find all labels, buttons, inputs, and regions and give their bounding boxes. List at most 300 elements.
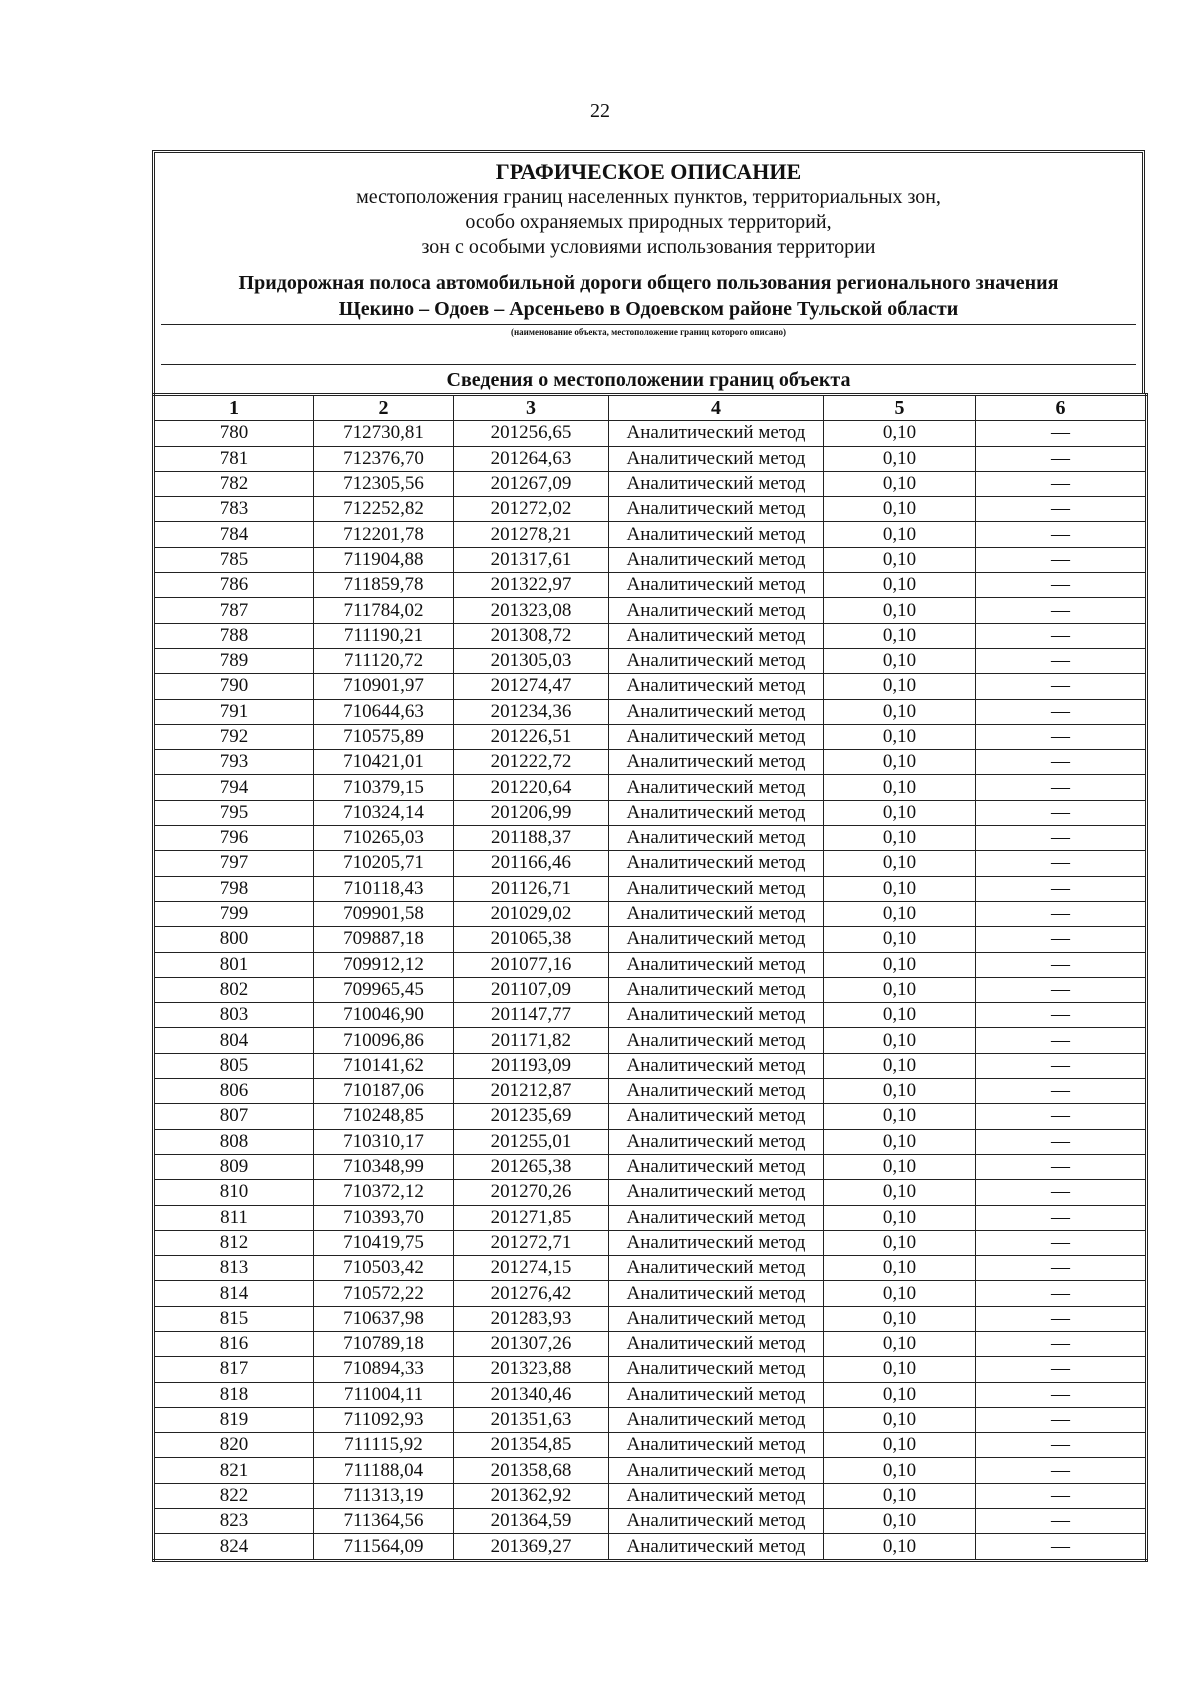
table-row [154,446,1147,471]
table-cell: 712201,78 [314,522,454,547]
table-cell: 0,10 [824,1509,976,1534]
table-row [154,1534,1147,1560]
table-cell: Аналитический метод [609,598,824,623]
table-cell: 800 [154,927,314,952]
table-cell: 201222,72 [454,750,609,775]
table-cell: 0,10 [824,775,976,800]
table-cell: — [976,952,1147,977]
table-row [154,1079,1147,1104]
table-cell: Аналитический метод [609,1129,824,1154]
table-cell: — [976,876,1147,901]
column-header: 1 [154,395,314,421]
table-cell: 711564,09 [314,1534,454,1560]
table-cell: 710789,18 [314,1331,454,1356]
table-cell: Аналитический метод [609,1154,824,1179]
table-row [154,1154,1147,1179]
table-row [154,1104,1147,1129]
table-cell: — [976,775,1147,800]
table-cell: 712376,70 [314,446,454,471]
table-row [154,1256,1147,1281]
table-cell: 201256,65 [454,421,609,446]
table-cell: — [976,1407,1147,1432]
table-cell: 0,10 [824,547,976,572]
table-cell: 201029,02 [454,901,609,926]
table-row [154,800,1147,825]
table-cell: 0,10 [824,1382,976,1407]
table-cell: 790 [154,674,314,699]
table-cell: 0,10 [824,724,976,749]
table-cell: Аналитический метод [609,724,824,749]
table-cell: 201307,26 [454,1331,609,1356]
table-cell: 710046,90 [314,1003,454,1028]
table-cell: 711092,93 [314,1407,454,1432]
table-cell: Аналитический метод [609,522,824,547]
table-cell: 822 [154,1483,314,1508]
table-cell: 783 [154,497,314,522]
table-cell: 811 [154,1205,314,1230]
table-cell: Аналитический метод [609,1104,824,1129]
table-cell: 0,10 [824,750,976,775]
table-cell: 795 [154,800,314,825]
table-cell: 781 [154,446,314,471]
table-cell: — [976,522,1147,547]
table-cell: — [976,1028,1147,1053]
table-cell: Аналитический метод [609,1205,824,1230]
table-row [154,471,1147,496]
table-row [154,421,1147,446]
table-cell: 709965,45 [314,977,454,1002]
table-row [154,1433,1147,1458]
table-cell: Аналитический метод [609,901,824,926]
table-cell: 819 [154,1407,314,1432]
table-cell: Аналитический метод [609,446,824,471]
section-title: Сведения о местоположении границ объекта [161,364,1136,393]
table-cell: 201147,77 [454,1003,609,1028]
table-cell: 818 [154,1382,314,1407]
table-cell: 0,10 [824,1003,976,1028]
table-cell: 0,10 [824,1306,976,1331]
table-cell: Аналитический метод [609,1433,824,1458]
table-cell: 0,10 [824,1028,976,1053]
table-cell: 784 [154,522,314,547]
column-header: 3 [454,395,609,421]
table-row [154,775,1147,800]
table-cell: 0,10 [824,1357,976,1382]
table-cell: — [976,1180,1147,1205]
table-cell: 0,10 [824,800,976,825]
table-cell: 201274,47 [454,674,609,699]
table-cell: — [976,699,1147,724]
table-cell: Аналитический метод [609,851,824,876]
table-cell: 824 [154,1534,314,1560]
table-cell: Аналитический метод [609,1079,824,1104]
table-cell: 201226,51 [454,724,609,749]
table-cell: 0,10 [824,471,976,496]
table-cell: 0,10 [824,674,976,699]
column-header: 6 [976,395,1147,421]
table-row [154,623,1147,648]
table-cell: 201351,63 [454,1407,609,1432]
table-cell: 201340,46 [454,1382,609,1407]
table-cell: 709901,58 [314,901,454,926]
table-cell: Аналитический метод [609,1230,824,1255]
table-cell: 710187,06 [314,1079,454,1104]
table-cell: Аналитический метод [609,800,824,825]
table-cell: 710348,99 [314,1154,454,1179]
table-cell: 0,10 [824,826,976,851]
table-cell: Аналитический метод [609,1306,824,1331]
table-row [154,598,1147,623]
table-cell: 201234,36 [454,699,609,724]
table-cell: 709887,18 [314,927,454,952]
table-cell: 710096,86 [314,1028,454,1053]
object-name-line: Щекино – Одоев – Арсеньево в Одоевском районе Тульской области [338,298,959,320]
table-cell: 802 [154,977,314,1002]
table-row [154,1483,1147,1508]
table-cell: 201126,71 [454,876,609,901]
table-cell: Аналитический метод [609,674,824,699]
table-row [154,1003,1147,1028]
column-header: 4 [609,395,824,421]
table-cell: — [976,648,1147,673]
table-cell: — [976,1534,1147,1560]
table-cell: 201278,21 [454,522,609,547]
table-cell: 711784,02 [314,598,454,623]
table-cell: 0,10 [824,648,976,673]
table-cell: 201362,92 [454,1483,609,1508]
table-cell: Аналитический метод [609,497,824,522]
table-cell: 793 [154,750,314,775]
table-cell: — [976,750,1147,775]
table-cell: 711188,04 [314,1458,454,1483]
table-cell: 710901,97 [314,674,454,699]
table-cell: 801 [154,952,314,977]
table-cell: 815 [154,1306,314,1331]
table-cell: Аналитический метод [609,775,824,800]
table-row [154,1331,1147,1356]
table-cell: Аналитический метод [609,750,824,775]
table-cell: 710265,03 [314,826,454,851]
table-cell: — [976,1458,1147,1483]
table-cell: 201272,02 [454,497,609,522]
table-cell: 201206,99 [454,800,609,825]
table-cell: 798 [154,876,314,901]
table-cell: 201065,38 [454,927,609,952]
table-row [154,522,1147,547]
table-cell: 0,10 [824,1281,976,1306]
table-cell: 710372,12 [314,1180,454,1205]
table-row [154,497,1147,522]
table-cell: 201270,26 [454,1180,609,1205]
table-row [154,1053,1147,1078]
table-cell: Аналитический метод [609,1053,824,1078]
table-cell: 201354,85 [454,1433,609,1458]
table-cell: 806 [154,1079,314,1104]
table-cell: 201322,97 [454,573,609,598]
table-cell: — [976,927,1147,952]
table-cell: 710503,42 [314,1256,454,1281]
object-caption: (наименование объекта, местоположение границ которого описано) [161,324,1136,338]
table-cell: 201267,09 [454,471,609,496]
table-cell: 201276,42 [454,1281,609,1306]
table-cell: 711120,72 [314,648,454,673]
table-cell: 804 [154,1028,314,1053]
table-row [154,826,1147,851]
table-cell: 710118,43 [314,876,454,901]
document-title: ГРАФИЧЕСКОЕ ОПИСАНИЕ [495,159,802,184]
table-cell: 201369,27 [454,1534,609,1560]
table-cell: 786 [154,573,314,598]
table-cell: 780 [154,421,314,446]
table-cell: — [976,1053,1147,1078]
table-cell: — [976,674,1147,699]
table-cell: 808 [154,1129,314,1154]
table-cell: 201272,71 [454,1230,609,1255]
table-cell: — [976,1230,1147,1255]
table-cell: Аналитический метод [609,1028,824,1053]
table-cell: 712730,81 [314,421,454,446]
header-spacer [161,338,1136,364]
table-cell: — [976,1433,1147,1458]
table-cell: Аналитический метод [609,1382,824,1407]
table-cell: 710421,01 [314,750,454,775]
table-cell: 201323,08 [454,598,609,623]
table-cell: — [976,1509,1147,1534]
table-cell: 0,10 [824,1331,976,1356]
table-cell: 0,10 [824,573,976,598]
table-row [154,901,1147,926]
table-cell: 796 [154,826,314,851]
table-cell: — [976,826,1147,851]
table-cell: 710644,63 [314,699,454,724]
table-cell: 0,10 [824,876,976,901]
table-row [154,952,1147,977]
table-cell: 812 [154,1230,314,1255]
table-cell: Аналитический метод [609,1357,824,1382]
table-cell: — [976,471,1147,496]
table-cell: — [976,573,1147,598]
table-cell: 710141,62 [314,1053,454,1078]
table-cell: 710637,98 [314,1306,454,1331]
coordinates-table [152,393,1148,1562]
table-cell: 0,10 [824,1458,976,1483]
table-cell: 0,10 [824,699,976,724]
table-cell: Аналитический метод [609,699,824,724]
table-cell: 820 [154,1433,314,1458]
table-cell: Аналитический метод [609,1281,824,1306]
table-row [154,750,1147,775]
table-cell: 814 [154,1281,314,1306]
table-cell: 201264,63 [454,446,609,471]
table-cell: 710205,71 [314,851,454,876]
table-cell: 0,10 [824,1534,976,1560]
table-cell: Аналитический метод [609,547,824,572]
table-row [154,648,1147,673]
table-cell: 0,10 [824,497,976,522]
table-cell: Аналитический метод [609,876,824,901]
page-number: 22 [590,100,610,122]
table-cell: 201323,88 [454,1357,609,1382]
table-cell: 0,10 [824,1079,976,1104]
table-cell: Аналитический метод [609,573,824,598]
table-cell: 710310,17 [314,1129,454,1154]
table-row [154,1357,1147,1382]
table-cell: — [976,547,1147,572]
table-cell: 201220,64 [454,775,609,800]
table-row [154,547,1147,572]
table-cell: 807 [154,1104,314,1129]
table-cell: 0,10 [824,446,976,471]
table-cell: 201305,03 [454,648,609,673]
table-cell: Аналитический метод [609,421,824,446]
table-cell: — [976,1357,1147,1382]
table-row [154,699,1147,724]
table-cell: 797 [154,851,314,876]
table-cell: 0,10 [824,952,976,977]
table-row [154,1458,1147,1483]
table-row [154,1382,1147,1407]
table-cell: 201364,59 [454,1509,609,1534]
table-cell: 201271,85 [454,1205,609,1230]
table-cell: 788 [154,623,314,648]
table-cell: 201212,87 [454,1079,609,1104]
table-cell: — [976,851,1147,876]
table-cell: 0,10 [824,1433,976,1458]
table-cell: 711190,21 [314,623,454,648]
table-cell: — [976,623,1147,648]
subtitle-line: зон с особыми условиями использования территории [421,236,876,258]
table-cell: 0,10 [824,851,976,876]
table-row [154,674,1147,699]
table-cell: 0,10 [824,522,976,547]
table-cell: 711859,78 [314,573,454,598]
table-cell: 0,10 [824,623,976,648]
table-cell: — [976,1281,1147,1306]
table-cell: 0,10 [824,1104,976,1129]
table-cell: 712252,82 [314,497,454,522]
table-cell: — [976,1079,1147,1104]
table-cell: — [976,497,1147,522]
table-row [154,573,1147,598]
table-row [154,1407,1147,1432]
table-cell: 201188,37 [454,826,609,851]
table-cell: Аналитический метод [609,826,824,851]
table-cell: — [976,724,1147,749]
table-cell: 0,10 [824,1154,976,1179]
table-row [154,1230,1147,1255]
table-cell: 805 [154,1053,314,1078]
table-cell: 782 [154,471,314,496]
object-name-line: Придорожная полоса автомобильной дороги общего пользования регионального значения [238,272,1059,294]
table-cell: 0,10 [824,1483,976,1508]
table-cell: 710419,75 [314,1230,454,1255]
table-cell: 710393,70 [314,1205,454,1230]
table-cell: 792 [154,724,314,749]
table-cell: 201166,46 [454,851,609,876]
table-cell: 809 [154,1154,314,1179]
table-cell: 0,10 [824,927,976,952]
document-header [152,150,1145,393]
table-cell: 201308,72 [454,623,609,648]
table-cell: 201317,61 [454,547,609,572]
table-cell: 711364,56 [314,1509,454,1534]
table-cell: 201235,69 [454,1104,609,1129]
table-cell: — [976,800,1147,825]
table-cell: 0,10 [824,421,976,446]
column-header: 5 [824,395,976,421]
table-row [154,1205,1147,1230]
table-row [154,1180,1147,1205]
table-cell: 817 [154,1357,314,1382]
table-cell: 0,10 [824,977,976,1002]
table-cell: Аналитический метод [609,623,824,648]
table-cell: — [976,1205,1147,1230]
object-name [161,270,1136,322]
table-cell: — [976,1129,1147,1154]
table-cell: 201193,09 [454,1053,609,1078]
table-cell: 710248,85 [314,1104,454,1129]
table-row [154,1281,1147,1306]
table-cell: — [976,1306,1147,1331]
table-cell: 785 [154,547,314,572]
table-cell: — [976,1003,1147,1028]
table-cell: 710379,15 [314,775,454,800]
table-cell: 0,10 [824,1230,976,1255]
table-cell: Аналитический метод [609,648,824,673]
table-header-row [154,395,1147,421]
table-cell: — [976,598,1147,623]
table-cell: Аналитический метод [609,977,824,1002]
table-cell: Аналитический метод [609,1003,824,1028]
subtitle-line: местоположения границ населенных пунктов, территориальных зон, [356,186,941,208]
table-cell: — [976,901,1147,926]
table-body [154,421,1147,1560]
table-row [154,1129,1147,1154]
table-cell: — [976,1104,1147,1129]
table-cell: Аналитический метод [609,1256,824,1281]
table-row [154,851,1147,876]
table-row [154,1509,1147,1534]
table-cell: 816 [154,1331,314,1356]
table-cell: 803 [154,1003,314,1028]
table-cell: Аналитический метод [609,927,824,952]
table-cell: 794 [154,775,314,800]
table-cell: 711904,88 [314,547,454,572]
table-cell: 823 [154,1509,314,1534]
table-cell: 201265,38 [454,1154,609,1179]
table-row [154,724,1147,749]
table-cell: 791 [154,699,314,724]
table-cell: 201171,82 [454,1028,609,1053]
table-cell: 0,10 [824,1256,976,1281]
table-cell: 813 [154,1256,314,1281]
table-cell: 0,10 [824,1053,976,1078]
table-row [154,876,1147,901]
table-row [154,927,1147,952]
table-cell: 0,10 [824,1407,976,1432]
table-cell: Аналитический метод [609,1331,824,1356]
table-cell: 201283,93 [454,1306,609,1331]
table-cell: 799 [154,901,314,926]
table-cell: Аналитический метод [609,1534,824,1560]
table-cell: Аналитический метод [609,1483,824,1508]
table-cell: 711115,92 [314,1433,454,1458]
table-cell: 789 [154,648,314,673]
table-cell: — [976,1256,1147,1281]
table-cell: 787 [154,598,314,623]
table-cell: 201358,68 [454,1458,609,1483]
table-cell: 0,10 [824,1180,976,1205]
